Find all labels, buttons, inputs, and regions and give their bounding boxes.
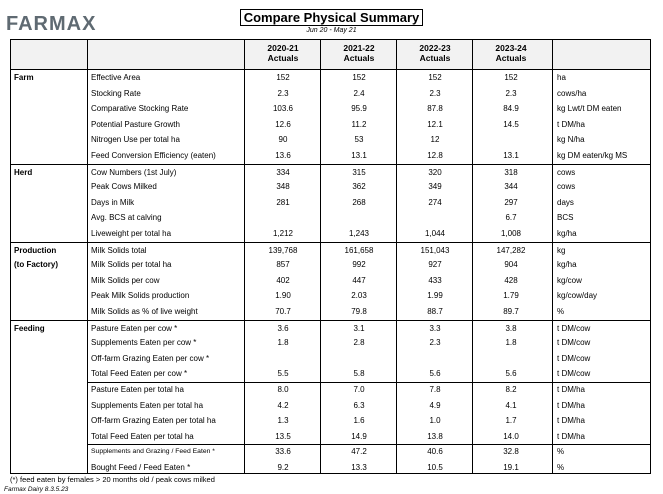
value-cell: 4.2 <box>277 400 289 410</box>
unit-cell: kg/ha <box>557 229 577 238</box>
unit-cell: ha <box>557 73 566 82</box>
row-label: Cow Numbers (1st July) <box>91 167 177 177</box>
table-header <box>11 40 650 70</box>
value-cell: 13.1 <box>503 151 519 160</box>
value-cell: 3.6 <box>277 323 289 333</box>
unit-cell: t DM/cow <box>557 338 591 348</box>
value-cell: 47.2 <box>351 447 367 457</box>
value-cell: 1.79 <box>503 291 519 301</box>
row-label: Comparative Stocking Rate <box>91 104 189 114</box>
unit-cell: t DM/cow <box>557 323 591 333</box>
value-cell: 334 <box>276 167 290 177</box>
value-cell: 2.4 <box>353 88 365 98</box>
row-label: Effective Area <box>91 73 141 82</box>
section-label: (to Factory) <box>14 260 58 270</box>
value-cell: 2.3 <box>429 338 441 348</box>
unit-cell: % <box>557 307 565 316</box>
value-cell: 9.2 <box>277 463 289 472</box>
value-cell: 5.6 <box>429 369 441 379</box>
value-cell: 6.3 <box>353 400 365 410</box>
value-cell: 151,043 <box>420 245 450 255</box>
value-cell: 857 <box>276 260 290 270</box>
value-cell: 428 <box>504 275 518 285</box>
value-cell: 10.5 <box>427 463 443 472</box>
unit-cell: t DM/cow <box>557 369 591 379</box>
table-row <box>11 148 650 164</box>
value-cell: 6.7 <box>505 213 517 223</box>
value-cell: 7.8 <box>429 385 441 394</box>
value-cell: 12 <box>430 135 440 145</box>
unit-cell: cows/ha <box>557 88 587 98</box>
value-cell: 1.99 <box>427 291 443 301</box>
row-label: Milk Solids per cow <box>91 275 160 285</box>
row-label: Liveweight per total ha <box>91 229 172 238</box>
value-cell: 2.8 <box>353 338 365 348</box>
value-cell: 12.8 <box>427 151 443 160</box>
svg-text:FARMAX: FARMAX <box>6 13 97 33</box>
value-cell: 12.1 <box>427 119 443 129</box>
section-label: Herd <box>14 167 33 177</box>
value-cell: 904 <box>504 260 518 270</box>
value-cell: 927 <box>428 260 442 270</box>
row-label: Avg. BCS at calving <box>91 213 162 223</box>
value-cell: 3.1 <box>353 323 365 333</box>
table-row <box>11 351 650 367</box>
row-label: Supplements and Grazing / Feed Eaten * <box>91 448 215 456</box>
value-cell: 152 <box>504 73 518 82</box>
value-cell: 1,212 <box>272 229 294 238</box>
unit-cell: t DM/ha <box>557 431 586 441</box>
unit-cell: t DM/ha <box>557 385 586 394</box>
value-cell: 349 <box>428 182 442 192</box>
section-label: Production <box>14 245 57 255</box>
value-cell: 3.8 <box>505 323 517 333</box>
value-cell: 152 <box>428 73 442 82</box>
table-row <box>11 179 650 195</box>
table-row <box>11 242 650 259</box>
value-cell: 13.5 <box>275 431 291 441</box>
table-row <box>11 273 650 289</box>
value-cell: 320 <box>428 167 442 177</box>
table-row <box>11 195 650 211</box>
version-label: Farmax Dairy 8.3.5.23 <box>4 486 69 493</box>
row-label: Pasture Eaten per total ha <box>91 385 184 394</box>
row-label: Off-farm Grazing Eaten per total ha <box>91 416 216 426</box>
value-cell: 90 <box>278 135 288 145</box>
value-cell: 139,768 <box>268 245 298 255</box>
value-cell: 89.7 <box>503 307 519 316</box>
section-label: Feeding <box>14 323 45 333</box>
value-cell: 11.2 <box>351 119 367 129</box>
value-cell: 8.0 <box>277 385 289 394</box>
value-cell: 88.7 <box>427 307 443 316</box>
row-label: Supplements Eaten per cow * <box>91 338 197 348</box>
value-cell: 7.0 <box>353 385 365 394</box>
value-cell: 84.9 <box>503 104 519 114</box>
row-label: Bought Feed / Feed Eaten * <box>91 463 191 472</box>
unit-cell: kg DM eaten/kg MS <box>557 151 628 160</box>
value-cell: 992 <box>352 260 366 270</box>
value-cell: 95.9 <box>351 104 367 114</box>
unit-cell: cows <box>557 167 576 177</box>
column-header: 2023-24 Actuals <box>495 43 527 63</box>
table-row <box>11 413 650 429</box>
row-label: Potential Pasture Growth <box>91 119 180 129</box>
value-cell: 32.8 <box>503 447 519 457</box>
page-title: Compare Physical Summary <box>240 9 424 26</box>
value-cell: 12.6 <box>275 119 291 129</box>
table-row <box>11 226 650 242</box>
table-row <box>11 70 650 86</box>
unit-cell: kg Lwt/t DM eaten <box>557 104 622 114</box>
row-label: Peak Milk Solids production <box>91 291 190 301</box>
value-cell: 2.3 <box>277 88 289 98</box>
table-row <box>11 429 650 445</box>
table-row <box>11 132 650 148</box>
row-label: Off-farm Grazing Eaten per cow * <box>91 353 210 363</box>
row-label: Days in Milk <box>91 197 135 207</box>
value-cell: 1.8 <box>505 338 517 348</box>
value-cell: 274 <box>428 197 442 207</box>
value-cell: 1.6 <box>353 416 365 426</box>
value-cell: 1.3 <box>277 416 289 426</box>
table-row <box>11 86 650 102</box>
unit-cell: BCS <box>557 213 574 223</box>
summary-table <box>10 39 651 474</box>
value-cell: 19.1 <box>503 463 519 472</box>
unit-cell: kg/cow <box>557 275 582 285</box>
value-cell: 2.3 <box>505 88 517 98</box>
row-label: Feed Conversion Efficiency (eaten) <box>91 151 216 160</box>
value-cell: 1.0 <box>429 416 441 426</box>
table-row <box>11 382 650 398</box>
value-cell: 70.7 <box>275 307 291 316</box>
row-label: Stocking Rate <box>91 88 141 98</box>
row-label: Milk Solids as % of live weight <box>91 307 198 316</box>
table-row <box>11 288 650 304</box>
row-label: Nitrogen Use per total ha <box>91 135 180 145</box>
table-row <box>11 117 650 133</box>
value-cell: 1.7 <box>505 416 517 426</box>
value-cell: 103.6 <box>272 104 294 114</box>
row-label: Pasture Eaten per cow * <box>91 323 178 333</box>
unit-cell: % <box>557 463 565 472</box>
row-label: Total Feed Eaten per cow * <box>91 369 188 379</box>
unit-cell: % <box>557 447 565 457</box>
value-cell: 1.8 <box>277 338 289 348</box>
date-range: Jun 20 - May 21 <box>306 27 357 34</box>
row-separator <box>87 382 650 383</box>
unit-cell: kg/ha <box>557 260 577 270</box>
value-cell: 14.9 <box>351 431 367 441</box>
value-cell: 402 <box>276 275 290 285</box>
value-cell: 5.6 <box>505 369 517 379</box>
row-label: Total Feed Eaten per total ha <box>91 431 194 441</box>
table-row <box>11 366 650 382</box>
footnote: (*) feed eaten by females > 20 months old / peak cows milked <box>10 475 215 484</box>
value-cell: 447 <box>352 275 366 285</box>
value-cell: 152 <box>352 73 366 82</box>
unit-cell: days <box>557 197 574 207</box>
value-cell: 1,008 <box>500 229 522 238</box>
row-label: Peak Cows Milked <box>91 182 157 192</box>
value-cell: 4.1 <box>505 400 517 410</box>
table-row <box>11 460 650 476</box>
unit-cell: kg <box>557 245 566 255</box>
unit-cell: kg/cow/day <box>557 291 598 301</box>
value-cell: 87.8 <box>427 104 443 114</box>
value-cell: 2.03 <box>351 291 367 301</box>
value-cell: 315 <box>352 167 366 177</box>
value-cell: 79.8 <box>351 307 367 316</box>
value-cell: 13.3 <box>351 463 367 472</box>
value-cell: 3.3 <box>429 323 441 333</box>
value-cell: 1,044 <box>424 229 446 238</box>
unit-cell: t DM/ha <box>557 119 586 129</box>
value-cell: 362 <box>352 182 366 192</box>
value-cell: 152 <box>276 73 290 82</box>
column-header: 2021-22 Actuals <box>343 43 375 63</box>
value-cell: 13.8 <box>427 431 443 441</box>
value-cell: 5.5 <box>277 369 289 379</box>
value-cell: 5.8 <box>353 369 365 379</box>
table-row <box>11 101 650 117</box>
value-cell: 53 <box>354 135 364 145</box>
table-row <box>11 257 650 273</box>
value-cell: 13.6 <box>275 151 291 160</box>
row-label: Supplements Eaten per total ha <box>91 400 204 410</box>
row-separator <box>87 444 650 445</box>
table-row <box>11 335 650 351</box>
unit-cell: t DM/ha <box>557 416 586 426</box>
value-cell: 344 <box>504 182 518 192</box>
value-cell: 8.2 <box>505 385 517 394</box>
value-cell: 1.90 <box>275 291 291 301</box>
value-cell: 161,658 <box>344 245 374 255</box>
table-row <box>11 444 650 460</box>
unit-cell: t DM/cow <box>557 353 591 363</box>
table-row <box>11 164 650 181</box>
value-cell: 14.0 <box>503 431 519 441</box>
unit-cell: kg N/ha <box>557 135 585 145</box>
value-cell: 33.6 <box>275 447 291 457</box>
section-label: Farm <box>14 73 34 82</box>
value-cell: 40.6 <box>427 447 443 457</box>
value-cell: 268 <box>352 197 366 207</box>
unit-cell: cows <box>557 182 576 192</box>
value-cell: 433 <box>428 275 442 285</box>
row-label: Milk Solids total <box>91 245 147 255</box>
value-cell: 318 <box>504 167 518 177</box>
row-label: Milk Solids per total ha <box>91 260 172 270</box>
table-row <box>11 210 650 226</box>
column-header: 2022-23 Actuals <box>419 43 451 63</box>
table-row <box>11 304 650 320</box>
value-cell: 297 <box>504 197 518 207</box>
value-cell: 13.1 <box>351 151 367 160</box>
table-row <box>11 398 650 414</box>
value-cell: 14.5 <box>503 119 519 129</box>
table-row <box>11 320 650 337</box>
column-header: 2020-21 Actuals <box>267 43 299 63</box>
value-cell: 281 <box>276 197 290 207</box>
value-cell: 1,243 <box>348 229 370 238</box>
unit-cell: t DM/ha <box>557 400 586 410</box>
value-cell: 348 <box>276 182 290 192</box>
value-cell: 2.3 <box>429 88 441 98</box>
value-cell: 4.9 <box>429 400 441 410</box>
value-cell: 147,282 <box>496 245 526 255</box>
